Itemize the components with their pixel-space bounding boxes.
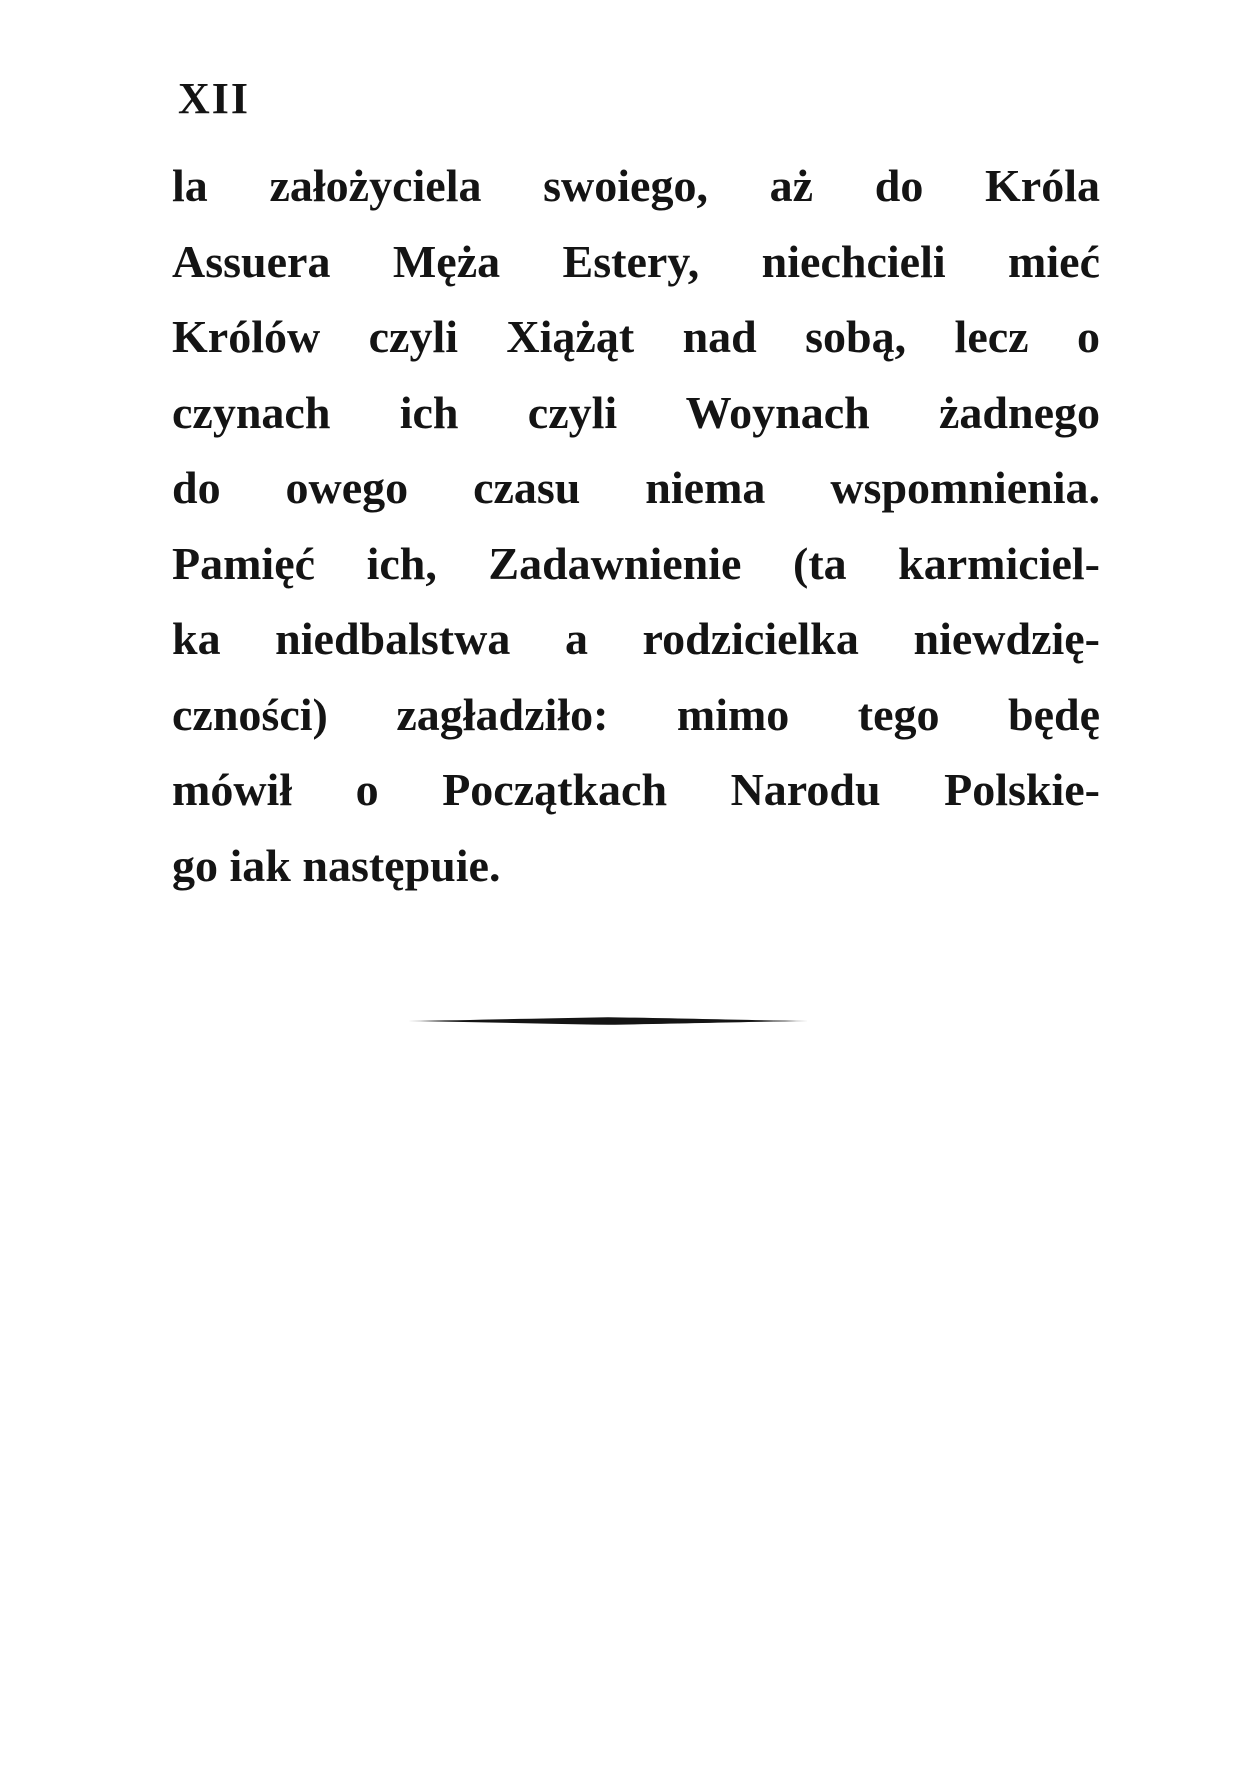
- body-text: [172, 148, 1100, 903]
- text-line: ka niedbalstwa a rodzicielka niewdzię-: [172, 613, 1100, 664]
- text-line: la założyciela swoiego, aż do Króla: [172, 160, 1100, 211]
- text-line: do owego czasu niema wspomnienia.: [172, 462, 1100, 513]
- text-line: czności) zagładziło: mimo tego będę: [172, 688, 1100, 740]
- text-line-final: go iak następuie.: [172, 839, 501, 891]
- text-line: Pamięć ich, Zadawnienie (ta karmiciel-: [172, 537, 1100, 589]
- text-line: mówił o Początkach Narodu Polskie-: [172, 764, 1100, 815]
- text-line: Królów czyli Xiążąt nad sobą, lecz o: [172, 311, 1100, 362]
- text-line: Assuera Męża Estery, niechcieli mieć: [172, 235, 1100, 287]
- section-divider-rule: [408, 1014, 808, 1028]
- text-line: czynach ich czyli Woynach żadnego: [172, 386, 1100, 438]
- page-number: XII: [178, 74, 251, 123]
